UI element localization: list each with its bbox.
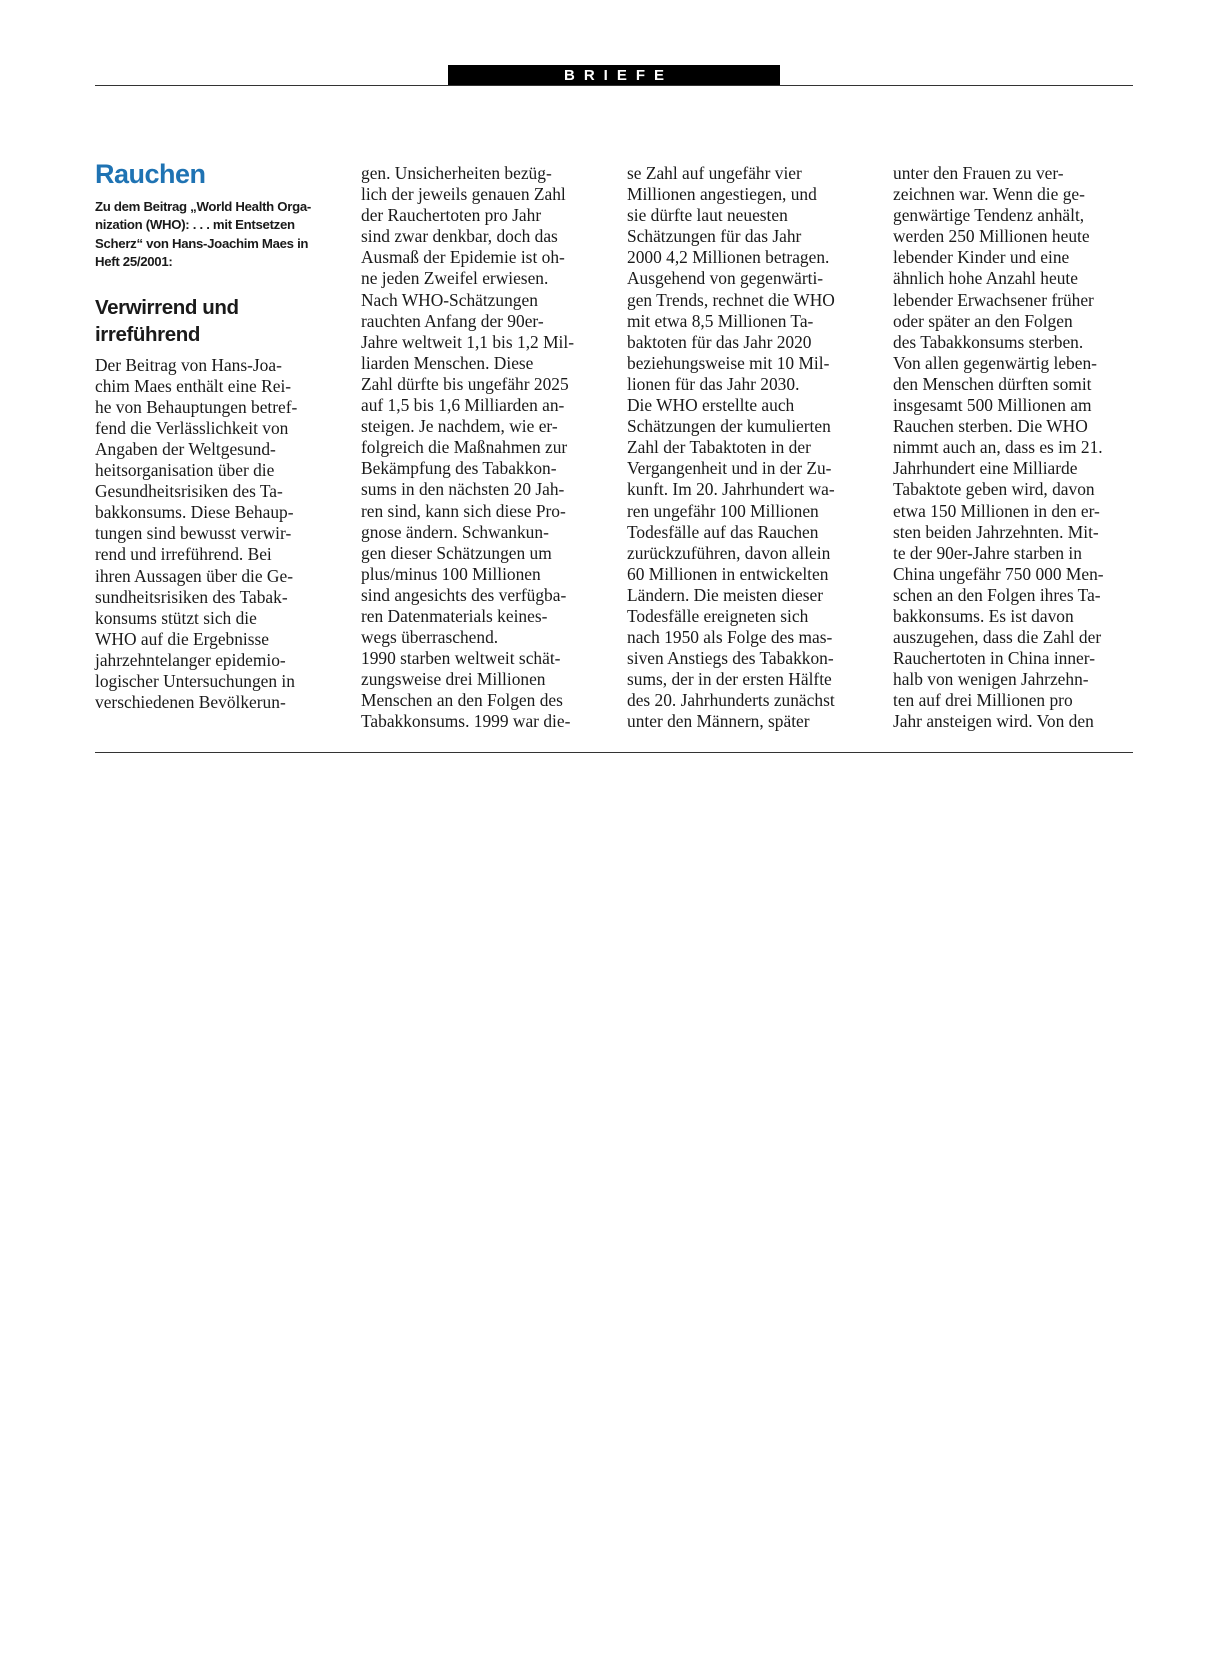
text-line: ren Datenmaterials keines-	[361, 605, 548, 626]
text-line: gen. Unsicherheiten bezüg-	[361, 163, 552, 183]
text-line: ren sind, kann sich diese Pro-	[361, 500, 566, 521]
text-line: Millionen angestiegen, und	[627, 184, 817, 205]
subtitle-line: irreführend	[95, 322, 200, 346]
text-line: Ausgehend von gegenwärti-	[627, 268, 824, 289]
text-line: lich der jeweils genauen Zahl	[361, 184, 566, 205]
text-line: Nach WHO-Schätzungen	[361, 289, 538, 310]
reference-line: Zu dem Beitrag „World Health Orga-	[95, 199, 311, 214]
text-line: sind zwar denkbar, doch das	[361, 226, 558, 247]
text-line: Bekämpfung des Tabakkon-	[361, 458, 557, 479]
text-line: den Menschen dürften somit	[893, 373, 1092, 394]
text-line: Jahrhundert eine Milliarde	[893, 458, 1078, 479]
text-line: WHO auf die Ergebnisse	[95, 628, 270, 649]
text-line: ähnlich hohe Anzahl heute	[893, 268, 1078, 289]
text-line: des Tabakkonsums sterben.	[893, 331, 1084, 352]
text-line: zurückzuführen, davon allein	[627, 542, 831, 563]
text-line: unter den Frauen zu ver-	[893, 163, 1064, 183]
text-line: Von allen gegenwärtig leben-	[893, 352, 1097, 373]
column-4	[893, 163, 1135, 733]
text-line: konsums stützt sich die	[95, 607, 257, 628]
column-body	[893, 163, 1135, 733]
text-line: se Zahl auf ungefähr vier	[627, 163, 802, 183]
text-line: gnose ändern. Schwankun-	[361, 521, 549, 542]
text-line: Der Beitrag von Hans-Joa-	[95, 354, 282, 375]
text-line: fend die Verlässlichkeit von	[95, 417, 289, 438]
reference-line: Heft 25/2001:	[95, 254, 173, 270]
text-line: zeichnen war. Wenn die ge-	[893, 184, 1085, 205]
column-1	[95, 156, 337, 713]
text-line: sums, der in der ersten Hälfte	[627, 669, 832, 690]
text-line: 1990 starben weltweit schät-	[361, 648, 561, 669]
column-body	[95, 355, 337, 714]
column-3	[627, 163, 869, 733]
text-line: steigen. Je nachdem, wie er-	[361, 416, 558, 437]
text-line: Zahl dürfte bis ungefähr 2025	[361, 373, 569, 394]
text-line: Rauchen sterben. Die WHO	[893, 416, 1088, 437]
text-line: ren ungefähr 100 Millionen	[627, 500, 819, 521]
text-line: lebender Kinder und eine	[893, 247, 1070, 268]
text-line: baktoten für das Jahr 2020	[627, 331, 812, 352]
subtitle-line: Verwirrend und	[95, 295, 239, 319]
text-line: etwa 150 Millionen in den er-	[893, 500, 1100, 521]
text-line: zungsweise drei Millionen	[361, 669, 546, 690]
text-line: Tabaktote geben wird, davon	[893, 479, 1095, 500]
text-line: unter den Männern, später	[627, 711, 810, 732]
text-line: rend und irreführend. Bei	[95, 544, 272, 565]
text-line: Angaben der Weltgesund-	[95, 438, 276, 459]
text-line: sind angesichts des verfügba-	[361, 584, 567, 605]
article-subtitle	[95, 294, 337, 348]
reference-line: Scherz“ von Hans-Joachim Maes in	[95, 235, 309, 251]
text-line: rauchten Anfang der 90er-	[361, 310, 544, 331]
text-line: sundheitsrisiken des Tabak-	[95, 586, 288, 607]
bottom-divider	[95, 752, 1133, 753]
text-line: bakkonsums. Diese Behaup-	[95, 502, 294, 523]
text-line: mit etwa 8,5 Millionen Ta-	[627, 310, 814, 331]
text-line: Menschen an den Folgen des	[361, 690, 563, 711]
text-line: he von Behauptungen betref-	[95, 396, 298, 417]
text-line: 2000 4,2 Millionen betragen.	[627, 247, 830, 268]
column-body	[361, 163, 603, 733]
text-line: Jahr ansteigen wird. Von den	[893, 711, 1094, 732]
text-line: Schätzungen der kumulierten	[627, 416, 831, 437]
text-line: logischer Untersuchungen in	[95, 670, 295, 691]
text-line: jahrzehntelanger epidemio-	[95, 649, 286, 670]
text-line: gen Trends, rechnet die WHO	[627, 289, 835, 310]
text-line: ten auf drei Millionen pro	[893, 690, 1073, 711]
text-line: nach 1950 als Folge des mas-	[627, 627, 833, 648]
text-line: sten beiden Jahrzehnten. Mit-	[893, 521, 1099, 542]
text-line: lebender Erwachsener früher	[893, 289, 1094, 310]
text-line: der Rauchertoten pro Jahr	[361, 205, 542, 226]
text-line: Zahl der Tabaktoten in der	[627, 437, 811, 458]
text-line: Schätzungen für das Jahr	[627, 226, 802, 247]
text-line: lionen für das Jahr 2030.	[627, 373, 800, 394]
text-line: China ungefähr 750 000 Men-	[893, 563, 1104, 584]
text-line: auszugehen, dass die Zahl der	[893, 627, 1102, 648]
text-line: tungen sind bewusst verwir-	[95, 523, 292, 544]
column-2	[361, 163, 603, 733]
text-line: oder später an den Folgen	[893, 310, 1073, 331]
text-line: gen dieser Schätzungen um	[361, 542, 552, 563]
text-line: ne jeden Zweifel erwiesen.	[361, 268, 549, 289]
text-line: wegs überraschend.	[361, 627, 499, 648]
text-line: bakkonsums. Es ist davon	[893, 605, 1074, 626]
text-line: folgreich die Maßnahmen zur	[361, 437, 568, 458]
text-line: halb von wenigen Jahrzehn-	[893, 669, 1089, 690]
text-line: chim Maes enthält eine Rei-	[95, 375, 292, 396]
article-reference	[95, 198, 337, 272]
text-line: Todesfälle auf das Rauchen	[627, 521, 819, 542]
text-line: kunft. Im 20. Jahrhundert wa-	[627, 479, 835, 500]
text-line: verschiedenen Bevölkerun-	[95, 692, 286, 713]
text-line: Todesfälle ereigneten sich	[627, 605, 809, 626]
text-line: des 20. Jahrhunderts zunächst	[627, 690, 835, 711]
text-line: Jahre weltweit 1,1 bis 1,2 Mil-	[361, 331, 575, 352]
text-line: sums in den nächsten 20 Jah-	[361, 479, 565, 500]
article-title: Rauchen	[95, 159, 206, 189]
text-line: heitsorganisation über die	[95, 460, 275, 481]
text-line: nimmt auch an, dass es im 21.	[893, 437, 1103, 458]
text-line: te der 90er-Jahre starben in	[893, 542, 1082, 563]
text-line: Tabakkonsums. 1999 war die-	[361, 711, 571, 732]
text-line: Ausmaß der Epidemie ist oh-	[361, 247, 565, 268]
text-line: ihren Aussagen über die Ge-	[95, 565, 293, 586]
text-line: Die WHO erstellte auch	[627, 395, 795, 416]
text-line: genwärtige Tendenz anhält,	[893, 205, 1085, 226]
reference-line: nization (WHO): . . . mit Entsetzen	[95, 217, 295, 233]
text-line: siven Anstiegs des Tabakkon-	[627, 648, 834, 669]
text-line: Ländern. Die meisten dieser	[627, 584, 824, 605]
text-line: liarden Menschen. Diese	[361, 352, 534, 373]
text-line: werden 250 Millionen heute	[893, 226, 1090, 247]
text-line: auf 1,5 bis 1,6 Milliarden an-	[361, 395, 565, 416]
text-line: sie dürfte laut neuesten	[627, 205, 788, 226]
text-line: plus/minus 100 Millionen	[361, 563, 541, 584]
text-line: Gesundheitsrisiken des Ta-	[95, 481, 283, 502]
text-line: schen an den Folgen ihres Ta-	[893, 584, 1101, 605]
text-line: insgesamt 500 Millionen am	[893, 395, 1092, 416]
text-line: Vergangenheit und in der Zu-	[627, 458, 832, 479]
section-label: BRIEFE	[448, 65, 780, 86]
column-body	[627, 163, 869, 733]
text-line: Rauchertoten in China inner-	[893, 648, 1095, 669]
text-line: beziehungsweise mit 10 Mil-	[627, 352, 830, 373]
top-divider	[95, 85, 1133, 86]
text-line: 60 Millionen in entwickelten	[627, 563, 829, 584]
